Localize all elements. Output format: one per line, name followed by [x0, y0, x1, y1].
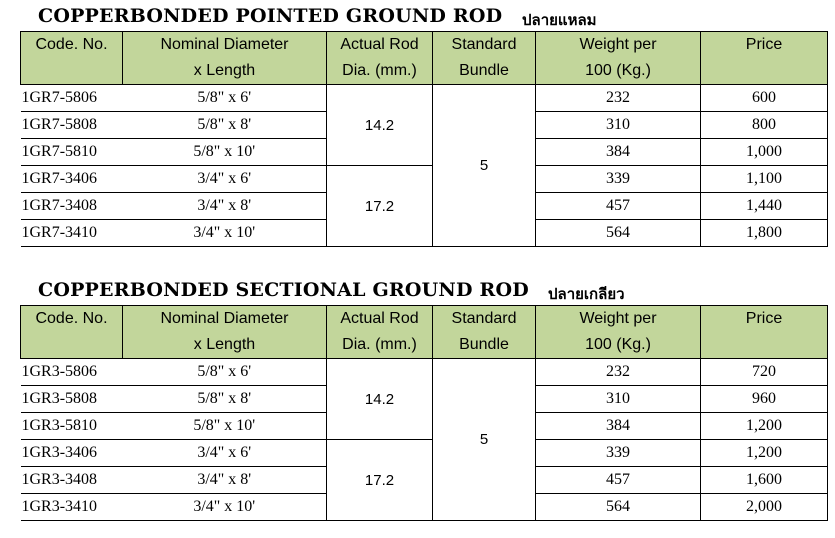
header-nominal-diameter: Nominal Diameter x Length: [123, 32, 327, 85]
sectional-rod-title-row: [0, 279, 835, 305]
size-cell: 3/4" x 8': [123, 193, 327, 220]
code-cell: 1GR3-5806: [21, 359, 123, 386]
header-weight: Weight per 100 (Kg.): [536, 306, 701, 359]
pointed-rod-table: [20, 31, 828, 247]
code-cell: 1GR3-5808: [21, 386, 123, 413]
weight-cell: 232: [536, 359, 701, 386]
code-cell: 1GR3-3408: [21, 467, 123, 494]
code-cell: 1GR3-3406: [21, 440, 123, 467]
header-price: Price: [701, 32, 828, 85]
price-cell: 2,000: [701, 494, 828, 521]
header-standard-bundle: Standard Bundle: [433, 32, 536, 85]
price-cell: 1,100: [701, 166, 828, 193]
price-cell: 800: [701, 112, 828, 139]
size-cell: 5/8" x 6': [123, 85, 327, 112]
header-code: Code. No.: [21, 32, 123, 85]
weight-cell: 564: [536, 494, 701, 521]
code-cell: 1GR3-5810: [21, 413, 123, 440]
header-actual-dia: Actual Rod Dia. (mm.): [327, 32, 433, 85]
price-cell: 600: [701, 85, 828, 112]
size-cell: 3/4" x 10': [123, 220, 327, 247]
price-cell: 1,600: [701, 467, 828, 494]
weight-cell: 339: [536, 166, 701, 193]
table-header-row: [21, 32, 828, 85]
bundle-cell: 5: [433, 85, 536, 247]
price-cell: 960: [701, 386, 828, 413]
price-cell: 720: [701, 359, 828, 386]
code-cell: 1GR7-3406: [21, 166, 123, 193]
bundle-cell: 5: [433, 359, 536, 521]
sectional-rod-title: COPPERBONDED SECTIONAL GROUND ROD: [38, 279, 529, 301]
header-weight: Weight per 100 (Kg.): [536, 32, 701, 85]
code-cell: 1GR7-5806: [21, 85, 123, 112]
header-standard-bundle: Standard Bundle: [433, 306, 536, 359]
size-cell: 3/4" x 6': [123, 166, 327, 193]
header-nominal-diameter: Nominal Diameter x Length: [123, 306, 327, 359]
price-cell: 1,800: [701, 220, 828, 247]
table-header-row: [21, 306, 828, 359]
sectional-rod-table: [20, 305, 828, 521]
weight-cell: 457: [536, 193, 701, 220]
weight-cell: 384: [536, 413, 701, 440]
size-cell: 5/8" x 10': [123, 139, 327, 166]
table-row: [21, 440, 828, 467]
code-cell: 1GR7-3408: [21, 193, 123, 220]
code-cell: 1GR7-5810: [21, 139, 123, 166]
price-cell: 1,440: [701, 193, 828, 220]
code-cell: 1GR7-5808: [21, 112, 123, 139]
header-code: Code. No.: [21, 306, 123, 359]
size-cell: 3/4" x 10': [123, 494, 327, 521]
table-row: [21, 359, 828, 386]
size-cell: 3/4" x 8': [123, 467, 327, 494]
size-cell: 5/8" x 6': [123, 359, 327, 386]
pointed-rod-title: COPPERBONDED POINTED GROUND ROD: [38, 5, 503, 27]
weight-cell: 232: [536, 85, 701, 112]
size-cell: 5/8" x 8': [123, 112, 327, 139]
table-row: [21, 85, 828, 112]
pointed-rod-title-row: [0, 5, 835, 31]
price-cell: 1,200: [701, 413, 828, 440]
table-row: [21, 166, 828, 193]
size-cell: 3/4" x 6': [123, 440, 327, 467]
actual-dia-cell: 14.2: [327, 85, 433, 166]
code-cell: 1GR7-3410: [21, 220, 123, 247]
header-actual-dia: Actual Rod Dia. (mm.): [327, 306, 433, 359]
header-price: Price: [701, 306, 828, 359]
actual-dia-cell: 17.2: [327, 440, 433, 521]
size-cell: 5/8" x 8': [123, 386, 327, 413]
price-cell: 1,000: [701, 139, 828, 166]
weight-cell: 310: [536, 112, 701, 139]
code-cell: 1GR3-3410: [21, 494, 123, 521]
weight-cell: 384: [536, 139, 701, 166]
actual-dia-cell: 14.2: [327, 359, 433, 440]
price-cell: 1,200: [701, 440, 828, 467]
size-cell: 5/8" x 10': [123, 413, 327, 440]
sectional-rod-title-thai: ปลายเกลียว: [548, 285, 625, 303]
weight-cell: 564: [536, 220, 701, 247]
weight-cell: 457: [536, 467, 701, 494]
actual-dia-cell: 17.2: [327, 166, 433, 247]
weight-cell: 310: [536, 386, 701, 413]
weight-cell: 339: [536, 440, 701, 467]
pointed-rod-title-thai: ปลายแหลม: [522, 11, 597, 29]
